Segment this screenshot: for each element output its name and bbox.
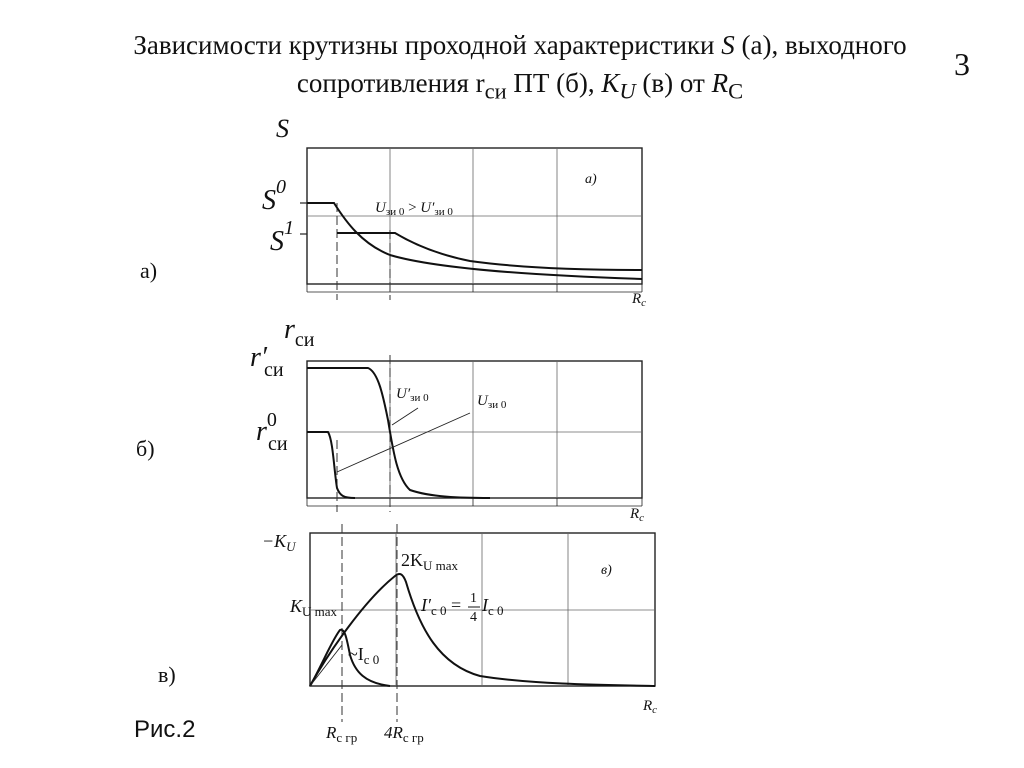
relation-denominator: 4 [470, 610, 477, 625]
panel-a-level-s1: $S^1$ [270, 217, 294, 257]
panel-a-inner-letter: а) [585, 172, 597, 187]
panel-c-peak-2kumax: $2K_{U max}$ [401, 550, 459, 573]
figure-caption: Рис.2 [134, 716, 196, 743]
title-subscript: С [728, 78, 744, 104]
title-text: Зависимости крутизны проходной характеристики [133, 30, 722, 60]
panel-b-grid [307, 361, 642, 498]
title-text: (а), выходного [734, 30, 907, 60]
panel-b-y-axis-label: $r_{си}$ [284, 314, 315, 351]
panel-b-leader-u-prime [392, 408, 418, 425]
panel-c-peak-kumax: $K_{U max}$ [290, 596, 338, 619]
panel-c-current-line [310, 645, 342, 686]
panel-c-x-axis-label: $R_с$ [643, 698, 658, 716]
panel-b-level-r0: $r^0$ си [256, 409, 288, 455]
panel-b-curve-label-u: $U_{зи 0}$ [477, 393, 507, 411]
panel-c-relation [420, 591, 504, 625]
relation-numerator: 1 [470, 591, 477, 606]
panel-b [250, 314, 644, 524]
panel-a-curve-label: $U_{зи 0} > U'_{зи 0}$ [375, 200, 453, 218]
panel-a-x-axis-label: $R_с$ [632, 291, 647, 309]
panel-b-level-r-prime: r′си [250, 342, 284, 381]
panel-c-x-tick-4rcgr: $4R_{с гр}$ [384, 723, 424, 745]
panel-a-curve-lower [307, 203, 642, 279]
panel-c-current-label: $\sim I_{с 0}$ [348, 644, 380, 667]
panel-b-curve-label-u-prime: $U'_{зи 0}$ [396, 386, 429, 404]
panel-a-level-s0: $S^0$ [262, 176, 286, 216]
title-text: (в) от [635, 68, 712, 98]
title-subscript: си [484, 78, 507, 104]
panel-b-axis-ticks [307, 498, 642, 506]
panel-c-x-tick-rcgr: $R_{с гр}$ [326, 723, 358, 745]
title-symbol-r: R [711, 68, 729, 98]
relation-left: $I'_{с 0}$ = [421, 595, 462, 618]
panel-b-curve-u [307, 432, 355, 498]
panel-a [262, 114, 646, 309]
panel-c-label: в) [158, 662, 176, 687]
panel-a-y-axis-label: S [276, 114, 289, 143]
panel-b-frame [307, 361, 642, 498]
panel-b-label: б) [136, 436, 155, 461]
title-symbol-k: K [601, 68, 620, 98]
title-text: ПТ (б), [506, 68, 602, 98]
panel-a-grid [307, 148, 642, 284]
title-text: сопротивления r [296, 68, 485, 98]
title-symbol-s: S [721, 30, 735, 60]
title-subscript: U [619, 78, 636, 104]
slide-number: 3 [954, 46, 970, 82]
panel-a-label: а) [140, 258, 158, 283]
panel-c-curve-2kumax [310, 574, 655, 686]
panel-c-inner-letter: в) [601, 563, 612, 578]
panel-c [262, 524, 657, 745]
panel-c-y-axis-label: $-K_U$ [262, 531, 296, 554]
relation-right: $I_{с 0}$ [482, 595, 504, 618]
panel-b-x-axis-label: $R_с$ [630, 506, 645, 524]
panel-a-axis-ticks [307, 284, 642, 292]
panel-b-leader-u [337, 413, 470, 472]
